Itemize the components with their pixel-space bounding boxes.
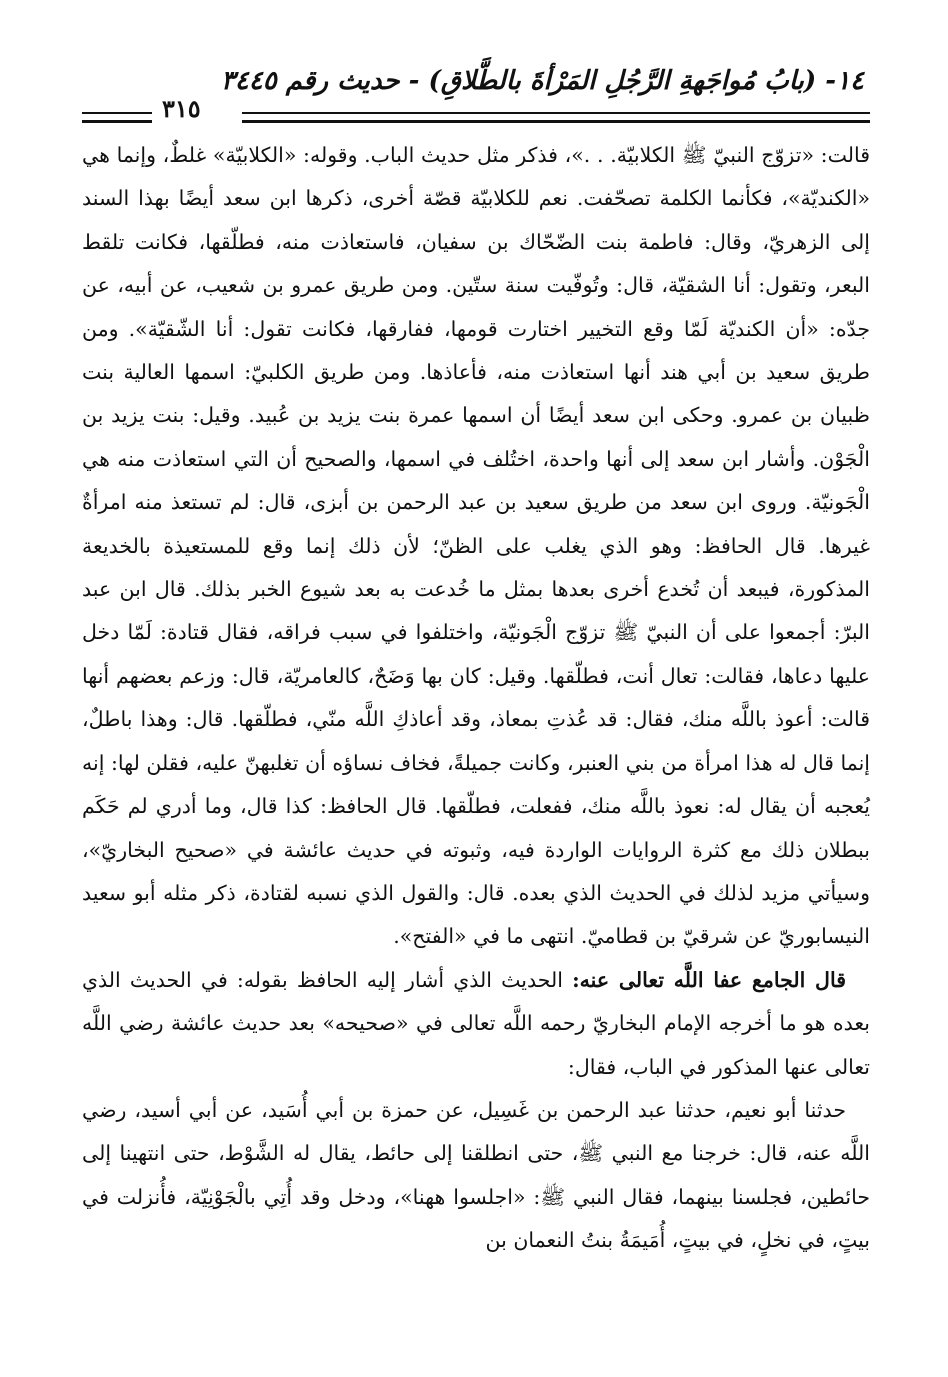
paragraph: قالت: «تزوّج النبيّ ﷺ الكلابيّة. . .»، فذكر مثل حديث الباب. وقوله: «الكلابيّة» غلطٌ، وإنما هي «الكنديّة»، فكأنما الكلمة تصحّفت. نعم للكلابيّة قصّة أخرى، ذكرها ابن سعد أيضًا بهذا السند إلى الزهريّ، وقال: فاطمة بنت الضّحّاك بن سفيان، فاستعاذت منه، فطلّقها، فكانت تلقط البعر، وتقول: أنا الشقيّة، قال: وتُوفّيت سنة ستّين. ومن طريق عمرو بن شعيب، عن أبيه، عن جدّه: «أن الكنديّة لَمّا وقع التخيير اختارت قومها، ففارقها، فكانت تقول: أنا الشّقيّة». ومن طريق سعيد بن أبي هند أنها استعاذت منه، فأعاذها. ومن طريق الكلبيّ: اسمها العالية بنت ظبيان بن عمرو. وحكى ابن سعد أيضًا أن اسمها عمرة بنت يزيد بن عُبيد. وقيل: بنت يزيد بن الْجَوْن. وأشار ابن سعد إلى أنها واحدة، اختُلف في اسمها، والصحيح أن التي استعاذت منه هي الْجَونيّة. وروى ابن سعد من طريق سعيد بن عبد الرحمن بن أبزى، قال: لم تستعذ منه امرأةٌ غيرها. قال الحافظ: وهو الذي يغلب على الظنّ؛ لأن ذلك إنما وقع للمستعيذة بالخديعة المذكورة، فيبعد أن تُخدع أخرى بعدها بمثل ما خُدعت به بعد شيوع الخبر بذلك. قال ابن عبد البرّ: أجمعوا على أن النبيّ ﷺ تزوّج الْجَونيّة، واختلفوا في سبب فراقه، فقال قتادة: لَمّا دخل عليها دعاها، فقالت: تعال أنت، فطلّقها. وقيل: كان بها وَضَحٌ، كالعامريّة، قال: وزعم بعضهم أنها قالت: أعوذ باللَّه منك، فقال: قد عُذتِ بمعاذ، وقد أعاذكِ اللَّه منّي، فطلّقها. قال: وهذا باطلٌ، إنما قال له هذا امرأة من بني العنبر، وكانت جميلةً، فخاف نساؤه أن تغلبهنّ عليه، فقلن لها: إنه يُعجبه أن يقال له: نعوذ باللَّه منك، ففعلت، فطلّقها. قال الحافظ: كذا قال، وما أدري لم حَكَم ببطلان ذلك مع كثرة الروايات الواردة فيه، وثبوته في حديث عائشة في «صحيح البخاريّ»، وسيأتي مزيد لذلك في الحديث الذي بعده. قال: والقول الذي نسبه لقتادة، ذكر مثله أبو سعيد النيسابوريّ عن شرقيّ بن قطاميّ. انتهى ما في «الفتح». [82, 143, 870, 949]
header-rule [242, 120, 870, 123]
header-rule [82, 120, 152, 123]
header-rule [242, 112, 870, 114]
chapter-title: ١٤- (بابُ مُواجَهةِ الرَّجُلِ المَرْأةَ بالطَّلاقِ) - حديث رقم ٣٤٤٥ [220, 66, 864, 96]
author-note-lead: قال الجامع عفا اللَّه تعالى عنه: [572, 967, 846, 992]
page-number: ٣١٥ [162, 94, 201, 123]
paragraph-text: الحديث الذي أشار إليه الحافظ بقوله: في الحديث الذي بعده هو ما أخرجه الإمام البخاريّ رحمه اللَّه تعالى في «صحيحه» بعد حديث عائشة رضي اللَّه تعالى عنها المذكور في الباب، فقال: [82, 967, 870, 1079]
header-rule [82, 112, 152, 114]
running-header [82, 62, 870, 123]
paragraph [82, 959, 870, 1089]
hadith-text: حدثنا أبو نعيم، حدثنا عبد الرحمن بن غَسِيل، عن حمزة بن أبي أُسَيد، عن أبي أسيد، رضي اللَّه عنه، قال: خرجنا مع النبي ﷺ، حتى انطلقنا إلى حائط، يقال له الشَّوْط، حتى انتهينا إلى حائطين، فجلسنا بينهما، فقال النبي ﷺ: «اجلسوا ههنا»، ودخل وقد أُتِي بالْجَوْنِيّة، فأُنزلت في بيتٍ، في نخلٍ، في بيتٍ، أُمَيمَةُ بنتُ النعمان بن [82, 1097, 870, 1253]
body-text [82, 134, 870, 1263]
